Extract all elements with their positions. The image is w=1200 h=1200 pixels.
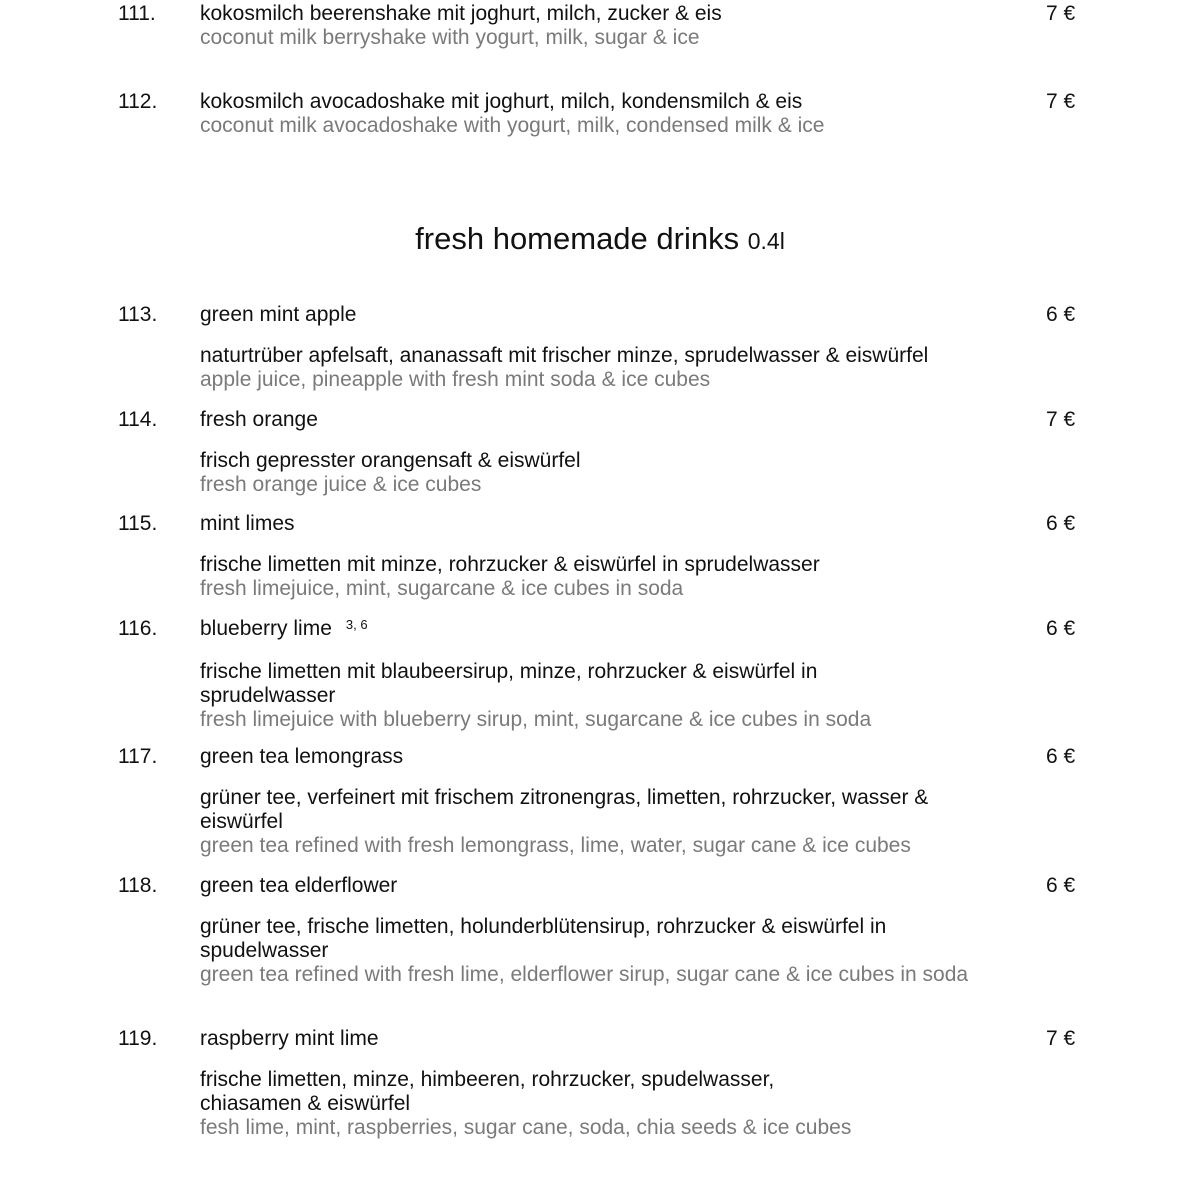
item-description-en: coconut milk avocadoshake with yogurt, milk, condensed milk & ice (200, 114, 825, 137)
item-name-text: fresh orange (200, 408, 318, 431)
item-content (200, 408, 1000, 497)
item-content (200, 617, 1000, 732)
item-name (200, 408, 1000, 432)
item-name (200, 303, 1000, 327)
item-content (200, 303, 1000, 392)
item-price: 6 € (1046, 617, 1076, 640)
item-name (200, 617, 1000, 643)
item-price: 6 € (1046, 745, 1076, 768)
item-price: 7 € (1046, 2, 1076, 25)
item-content (200, 90, 1000, 138)
item-description-de: grüner tee, frische limetten, holunderblütensirup, rohrzucker & eiswürfel in spudelwasser (200, 915, 887, 962)
item-price: 6 € (1046, 512, 1076, 535)
item-name (200, 874, 1000, 898)
item-price: 7 € (1046, 408, 1076, 431)
item-description-en: fresh limejuice with blueberry sirup, mint, sugarcane & ice cubes in soda (200, 708, 872, 731)
item-description-de: kokosmilch beerenshake mit joghurt, milch, zucker & eis (200, 2, 722, 25)
item-name-text: raspberry mint lime (200, 1027, 379, 1050)
item-name (200, 745, 1000, 769)
item-name-text: green mint apple (200, 303, 357, 326)
item-content (200, 512, 1000, 601)
section-volume: 0.4l (747, 228, 785, 254)
item-name (200, 1027, 1000, 1051)
item-name (200, 512, 1000, 536)
item-name-text: green tea lemongrass (200, 745, 404, 768)
item-description-de-line: frische limetten, minze, himbeeren, rohrzucker, spudelwasser, (200, 1068, 775, 1091)
item-description-de: naturtrüber apfelsaft, ananassaft mit frischer minze, sprudelwasser & eiswürfel (200, 344, 929, 367)
item-name-text: green tea elderflower (200, 874, 398, 897)
item-description-en: coconut milk berryshake with yogurt, milk, sugar & ice (200, 26, 700, 49)
item-content (200, 874, 1000, 987)
item-content (200, 2, 1000, 50)
item-description-en: fresh limejuice, mint, sugarcane & ice cubes in soda (200, 577, 684, 600)
item-description-de: frische limetten mit blaubeersirup, minze, rohrzucker & eiswürfel in sprudelwasser (200, 660, 818, 707)
item-number: 118. (118, 874, 158, 897)
item-number: 116. (118, 617, 158, 640)
item-number: 119. (118, 1027, 158, 1050)
item-description-de (200, 1068, 1000, 1116)
item-number: 112. (118, 90, 158, 113)
item-name-text: mint limes (200, 512, 295, 535)
item-price: 6 € (1046, 874, 1076, 897)
item-number: 115. (118, 512, 158, 535)
allergen-superscript: 3, 6 (345, 617, 368, 632)
item-description-en: green tea refined with fresh lime, elderflower sirup, sugar cane & ice cubes in soda (200, 963, 969, 986)
item-description-en: fesh lime, mint, raspberries, sugar cane, soda, chia seeds & ice cubes (200, 1116, 852, 1139)
section-title (0, 221, 1200, 259)
item-description-de: frisch gepresster orangensaft & eiswürfel (200, 449, 581, 472)
item-number: 111. (118, 2, 156, 25)
item-description-de: frische limetten mit minze, rohrzucker & eiswürfel in sprudelwasser (200, 553, 820, 576)
item-description-en: apple juice, pineapple with fresh mint soda & ice cubes (200, 368, 711, 391)
item-price: 7 € (1046, 1027, 1076, 1050)
item-description-en: green tea refined with fresh lemongrass, lime, water, sugar cane & ice cubes (200, 834, 911, 857)
item-number: 113. (118, 303, 158, 326)
section-title-text: fresh homemade drinks (415, 221, 740, 256)
item-description-en: fresh orange juice & ice cubes (200, 473, 482, 496)
item-description-de: grüner tee, verfeinert mit frischem zitronengras, limetten, rohrzucker, wasser & eiswürfel (200, 786, 929, 833)
item-content (200, 1027, 1000, 1140)
item-content (200, 745, 1000, 858)
item-description-de: kokosmilch avocadoshake mit joghurt, milch, kondensmilch & eis (200, 90, 803, 113)
item-number: 114. (118, 408, 158, 431)
item-price: 7 € (1046, 90, 1076, 113)
item-name-text: blueberry lime (200, 617, 332, 640)
item-price: 6 € (1046, 303, 1076, 326)
item-number: 117. (118, 745, 158, 768)
item-description-de-line: chiasamen & eiswürfel (200, 1092, 411, 1115)
